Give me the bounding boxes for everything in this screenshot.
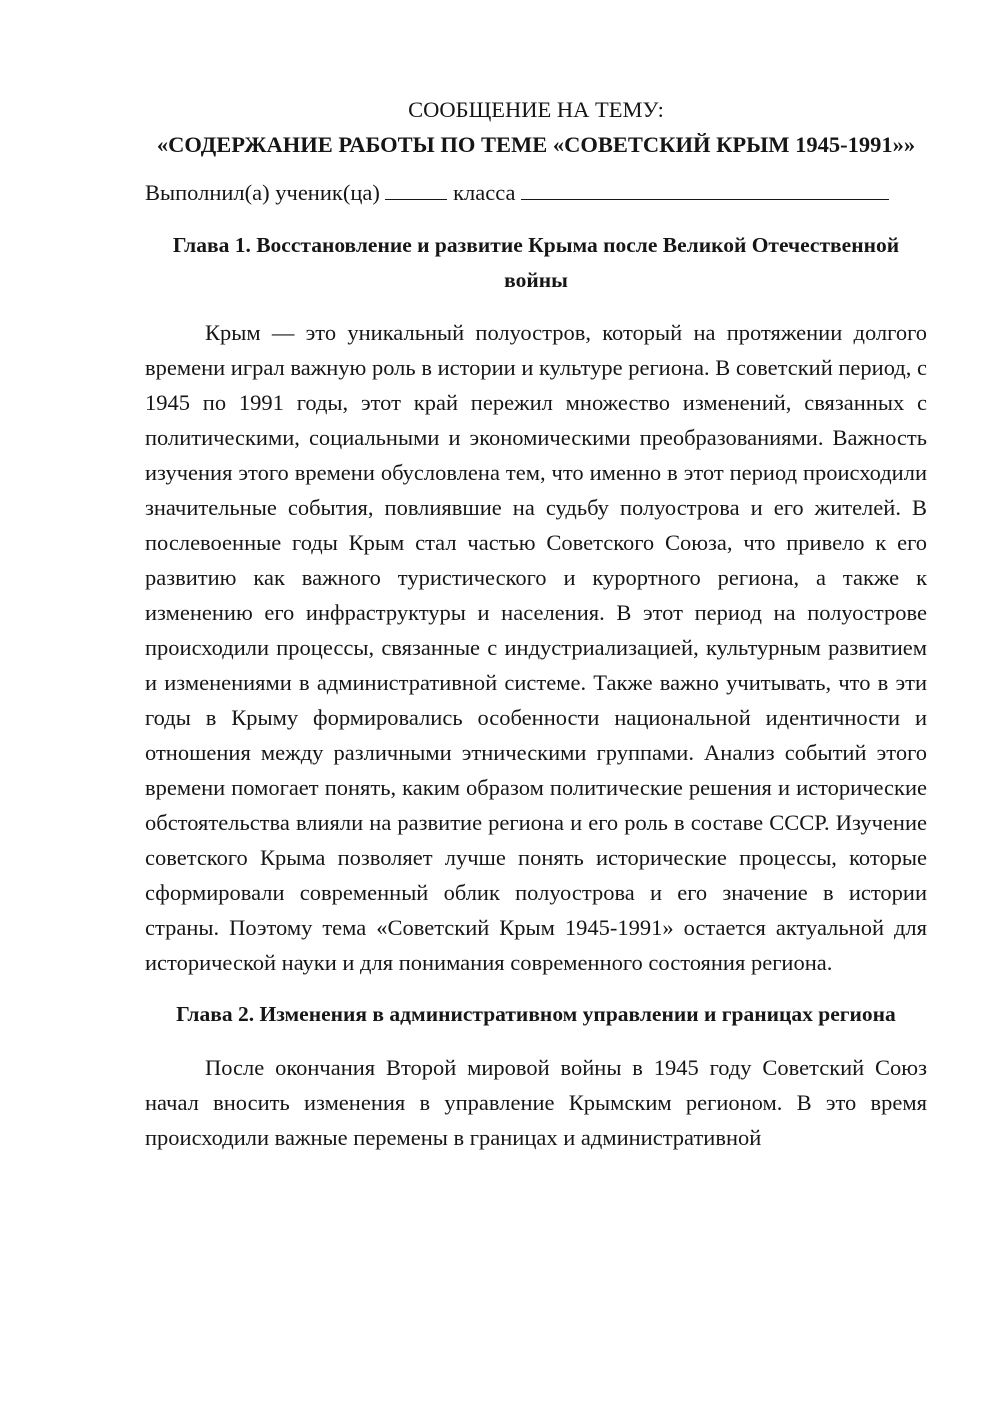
chapter-2-heading: Глава 2. Изменения в административном управлении и границах региона — [176, 1002, 896, 1026]
document-header: СООБЩЕНИЕ НА ТЕМУ: — [408, 97, 664, 122]
class-word: класса — [453, 180, 516, 205]
document-page — [145, 92, 927, 1155]
chapter-1-heading: Глава 1. Восстановление и развитие Крыма после Великой Отечественной войны — [172, 233, 900, 292]
chapter-2-text: После окончания Второй мировой войны в 1945 году Советский Союз начал вносить изменения в управление Крымским регионом. В это время происходили важные перемены в границах и административной — [145, 1055, 927, 1150]
student-name-blank — [521, 175, 889, 200]
author-prefix: Выполнил(а) ученик(ца) — [145, 180, 380, 205]
document-title: «СОДЕРЖАНИЕ РАБОТЫ ПО ТЕМЕ «СОВЕТСКИЙ КРЫМ 1945-1991»» — [156, 132, 916, 157]
author-line — [145, 175, 927, 210]
chapter-1-text: Крым — это уникальный полуостров, который на протяжении долгого времени играл важную роль в истории и культуре региона. В советский период, с 1945 по 1991 годы, этот край пережил множество изменений, связанных с политическими, социальными и экономическими преобразованиями. Важность изучения этого времени обусловлена тем, что именно в этот период происходили значительные события, повлиявшие на судьбу полуострова и его жителей. В послевоенные годы Крым стал частью Советского Союза, что привело к его развитию как важного туристического и курортного региона, а также к изменению его инфраструктуры и населения. В этот период на полуострове происходили процессы, связанные с индустриализацией, культурным развитием и изменениями в административной системе. Также важно учитывать, что в эти годы в Крыму формировались особенности национальной идентичности и отношения между различными этническими группами. Анализ событий этого времени помогает понять, каким образом политические решения и исторические обстоятельства влияли на развитие региона и его роль в составе СССР. Изучение советского Крыма позволяет лучше понять исторические процессы, которые сформировали современный облик полуострова и его значение в истории страны. Поэтому тема «Советский Крым 1945-1991» остается актуальной для исторической науки и для понимания современного состояния региона. — [145, 320, 927, 975]
class-number-blank — [385, 175, 447, 200]
